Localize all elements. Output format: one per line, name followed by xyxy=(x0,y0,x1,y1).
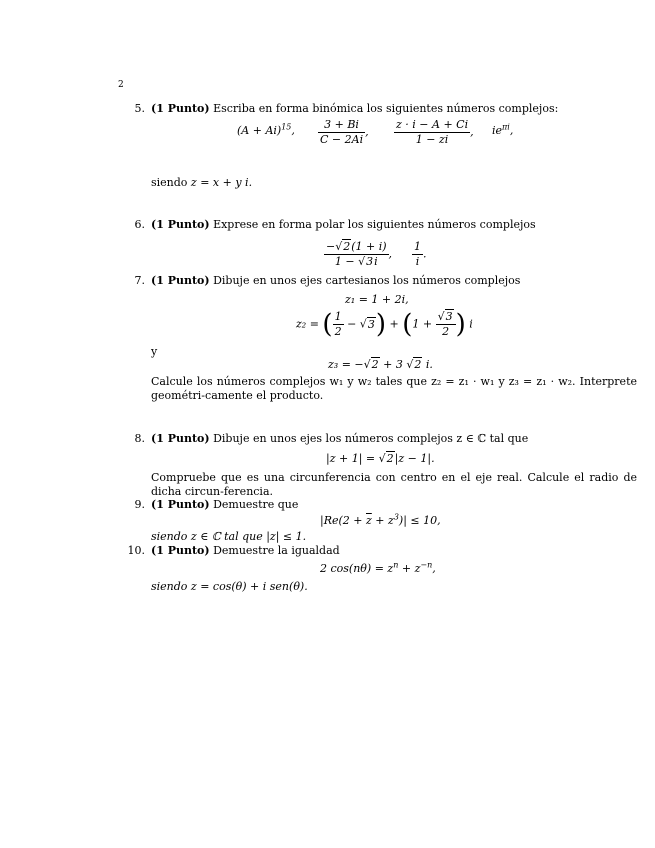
frac-denominator: C − 2Ai xyxy=(320,133,364,146)
problem-10-equation: 2 $\cos(n\theta) = z^n + z^{-n}$, xyxy=(320,560,436,575)
problem-6-text: Exprese en forma polar los siguientes números complejos xyxy=(213,218,536,231)
problem-5-statement xyxy=(151,102,558,116)
problem-7-points: (1 Punto) xyxy=(151,274,210,287)
problem-6-expr-2: $\frac{1}{i}$ . xyxy=(414,240,427,268)
problem-5-points: (1 Punto) xyxy=(151,102,210,115)
problem-9-text: Demuestre que xyxy=(213,498,299,511)
expr1-base: (A + Ai) xyxy=(237,124,282,137)
problem-9-statement xyxy=(151,498,298,512)
frac-denominator: 1 − √3i xyxy=(324,254,389,269)
problem-10-where: siendo z = cos(θ) + i sen(θ). xyxy=(151,580,308,593)
frac-numerator: 3 + Bi xyxy=(324,118,359,131)
where-expr: z = x + y i. xyxy=(190,176,253,189)
problem-5-expr-1: $(A + Ai)^{15}$, xyxy=(237,122,295,137)
problem-6-statement xyxy=(151,218,536,232)
problem-8-number: 8. xyxy=(134,432,145,445)
problem-7-z2: z₂ = ( $\frac{1}{2}$ − √3) + (1 + $\frac{√3}{2}$ ) i xyxy=(296,309,473,340)
problem-8-equation: |z + 1| = √2|z − 1|. xyxy=(326,452,435,465)
problem-8-text-2: Compruebe que es una circunferencia con centro en el eje real. Calcule el radio de dicha circun-ferencia. xyxy=(151,471,637,498)
problem-8-points: (1 Punto) xyxy=(151,432,210,445)
expr4-base: ie xyxy=(492,124,503,137)
frac-numerator: z · i − A + Ci xyxy=(396,118,469,131)
problem-5-where xyxy=(151,176,252,190)
problem-10-statement xyxy=(151,544,340,558)
expr4-sup-i: i xyxy=(507,122,510,132)
problem-10-points: (1 Punto) xyxy=(151,544,210,557)
frac-denominator: $1 - \overline{z}i$ xyxy=(394,132,470,147)
problem-8-statement xyxy=(151,432,528,446)
problem-8-text: Dibuje en unos ejes los números complejos z ∈ ℂ tal que xyxy=(213,432,529,445)
problem-6-points: (1 Punto) xyxy=(151,218,210,231)
problem-5-expr-4: $ie^{\pi i}$, xyxy=(492,122,514,137)
problem-9-number: 9. xyxy=(134,498,145,511)
frac-numerator: −√2(1 + i) xyxy=(326,240,387,253)
problem-5-expr-3: $\frac{z \cdot i - A + Ci}{1 - \overline{z}i}$ , xyxy=(396,118,474,146)
problem-10-number: 10. xyxy=(127,544,145,557)
problem-7-z1: z₁ = 1 + 2i, xyxy=(345,293,409,306)
problem-10-text: Demuestre la igualdad xyxy=(213,544,340,557)
problem-9-points: (1 Punto) xyxy=(151,498,210,511)
problem-9-where: siendo z ∈ ℂ tal que |z| ≤ 1. xyxy=(151,530,307,543)
frac-numerator: 1 xyxy=(414,240,421,253)
problem-5-expr-2: $\frac{3 + Bi}{C - 2Ai}$ , xyxy=(320,118,369,146)
problem-7-y: y xyxy=(151,345,158,358)
problem-5-text: Escriba en forma binómica los siguientes números complejos: xyxy=(213,102,559,115)
problem-7-statement xyxy=(151,274,520,288)
problem-6-expr-1: $\frac{-√2(1 + i)}{1 - √3i}$ , xyxy=(326,240,393,268)
problem-9-equation: $|Re(2 + \overline{z} + z^3)| \le 10$, xyxy=(320,512,441,527)
problem-7-number: 7. xyxy=(134,274,145,287)
expr4-sup: π xyxy=(502,122,508,132)
page-number: 2 xyxy=(118,80,124,90)
frac-denominator: i xyxy=(412,254,423,269)
expr1-exponent: 15 xyxy=(281,122,292,132)
problem-6-number: 6. xyxy=(134,218,145,231)
problem-5-number: 5. xyxy=(134,102,145,115)
problem-7-text: Dibuje en unos ejes cartesianos los números complejos xyxy=(213,274,521,287)
where-prefix: siendo xyxy=(151,176,191,189)
problem-7-z3: z₃ = −√2 + 3 √2 i. xyxy=(328,358,433,371)
problem-7-text-2: Calcule los números complejos w₁ y w₂ tales que z₂ = z₁ · w₁ y z₃ = z₁ · w₂. Interprete geométri-camente el producto. xyxy=(151,375,637,402)
